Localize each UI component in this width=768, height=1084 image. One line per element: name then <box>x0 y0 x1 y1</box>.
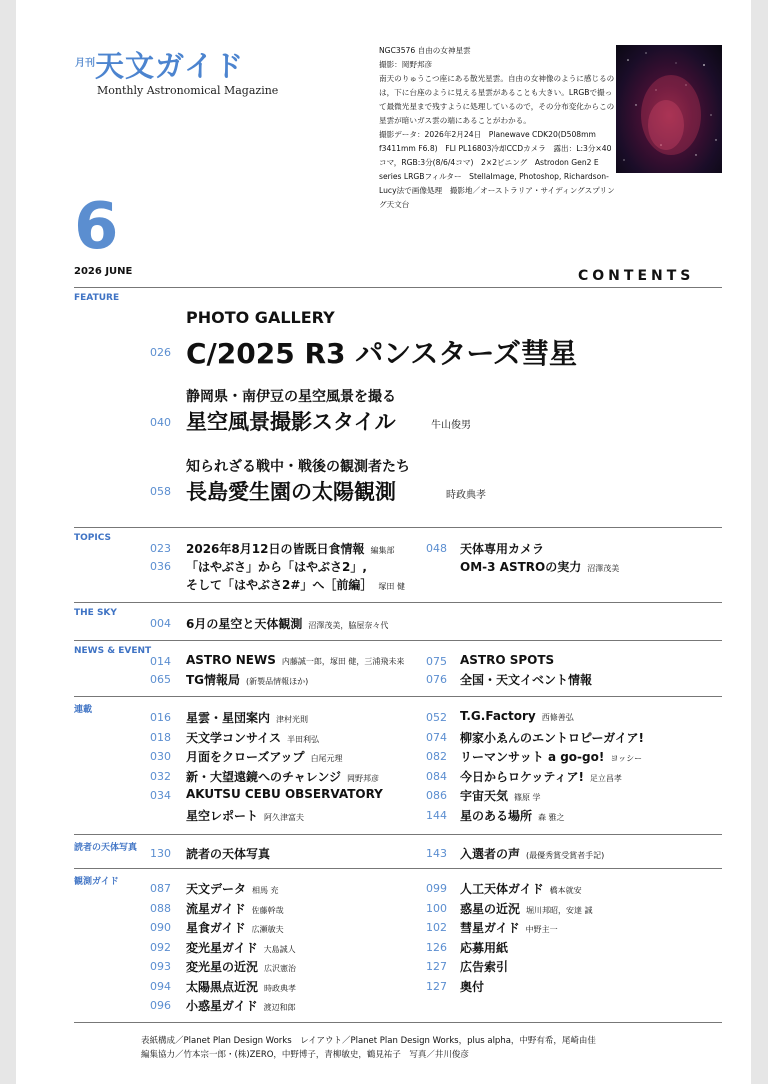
topics-left-3 <box>186 576 405 593</box>
author: 相馬 充 <box>252 886 279 895</box>
news-right-1-page: 075 <box>426 655 447 668</box>
title: 彗星ガイド <box>460 921 520 935</box>
author: 半田利弘 <box>287 734 320 744</box>
divider <box>74 527 722 528</box>
author: 中野主一 <box>525 925 558 934</box>
list-item <box>186 709 308 726</box>
feature-2-title: 星空風景撮影スタイル <box>186 410 396 434</box>
list-item <box>186 729 319 746</box>
list-item <box>186 768 379 785</box>
title: 広告索引 <box>460 960 509 974</box>
list-item <box>460 900 593 917</box>
author: 時政典孝 <box>264 983 297 993</box>
divider <box>74 696 722 697</box>
title: 宇宙天気 <box>460 789 509 803</box>
list-item <box>460 958 514 975</box>
title: OM-3 ASTROの実力 <box>460 560 582 574</box>
topics-right-1-page: 048 <box>426 542 447 555</box>
author: 堀川邦昭，安達 誠 <box>526 905 593 915</box>
list-item <box>460 978 490 995</box>
title: 星食ガイド <box>186 921 246 935</box>
section-label-readers: 読者の天体写真 <box>74 843 138 853</box>
list-item-page: 030 <box>150 750 171 763</box>
author: 篠原 学 <box>514 793 541 802</box>
title: 惑星の近況 <box>460 901 521 916</box>
readers-right <box>460 845 604 862</box>
readers-left <box>186 845 270 862</box>
readers-left-page: 130 <box>150 847 171 860</box>
topics-left-1 <box>186 540 394 557</box>
title: 星のある場所 <box>460 808 533 823</box>
title: 星雲・星団案内 <box>186 711 271 725</box>
news-left-2-page: 065 <box>150 673 171 686</box>
list-item-page: 096 <box>150 999 171 1012</box>
author: 津村光則 <box>276 715 309 724</box>
list-item <box>186 880 279 897</box>
list-item <box>186 939 296 956</box>
title: TG情報局 <box>186 673 241 687</box>
title: 全国・天文イベント情報 <box>460 673 593 687</box>
feature-3-title: 長島愛生園の太陽観測 <box>186 480 396 504</box>
author: 渡辺和郎 <box>263 1003 296 1012</box>
list-item <box>460 709 574 723</box>
list-item <box>460 748 642 765</box>
list-item-page: 088 <box>150 901 171 915</box>
title: 奥付 <box>460 979 485 994</box>
title: 6月の星空と天体観測 <box>186 617 303 631</box>
list-item-page: 087 <box>150 882 171 895</box>
author: 塚田 健 <box>378 582 405 591</box>
title: 天文学コンサイス <box>186 730 282 745</box>
list-item-page: 099 <box>426 882 447 895</box>
list-item-page: 127 <box>426 960 447 973</box>
news-right-1 <box>460 653 554 667</box>
cover-caption-credit: 撮影：岡野邦彦 <box>379 60 433 69</box>
topics-right-1 <box>460 540 544 557</box>
feature-2-kicker: 静岡県・南伊豆の星空風景を撮る <box>186 389 396 405</box>
divider <box>74 640 722 641</box>
author: 白尾元理 <box>310 754 343 763</box>
list-item-page: 090 <box>150 921 171 934</box>
title: 太陽黒点近況 <box>186 979 259 994</box>
list-item <box>186 900 284 917</box>
author: 沼澤茂美，脇屋奈々代 <box>308 621 389 630</box>
section-label-feature: FEATURE <box>74 293 120 303</box>
feature-1-title: C/2025 R3 パンスターズ彗星 <box>186 337 578 370</box>
author: 足立昌孝 <box>589 773 622 783</box>
list-item <box>186 787 389 801</box>
contents-heading: CONTENTS <box>578 268 695 284</box>
list-item <box>186 997 296 1014</box>
title: 小惑星ガイド <box>186 999 258 1013</box>
author: (最優秀賞受賞者手記) <box>526 851 605 860</box>
list-item <box>186 748 343 765</box>
section-label-sky: THE SKY <box>74 608 117 618</box>
title: ASTRO NEWS <box>186 653 276 667</box>
author: 広沢憲治 <box>264 964 297 973</box>
divider <box>74 602 722 603</box>
list-item-page: 074 <box>426 730 447 744</box>
logo-mark: 月刊 <box>75 58 95 69</box>
author: 佐藤幹哉 <box>251 905 284 915</box>
feature-1-kicker: PHOTO GALLERY <box>186 308 335 327</box>
title: 変光星ガイド <box>186 940 258 955</box>
list-item <box>460 729 650 746</box>
list-item <box>460 939 514 956</box>
feature-2-author: 牛山俊男 <box>431 420 471 431</box>
topics-left-1-page: 023 <box>150 542 171 555</box>
title: 星空レポート <box>186 808 259 823</box>
cover-caption <box>379 44 617 212</box>
title: 新・大望遠鏡へのチャレンジ <box>186 769 342 784</box>
author: 広瀬敏夫 <box>251 925 284 934</box>
list-item <box>186 919 284 936</box>
author: 森 雅之 <box>538 812 565 822</box>
author: (新製品情報ほか) <box>246 677 309 686</box>
list-item-page: 094 <box>150 979 171 993</box>
news-right-2 <box>460 671 592 688</box>
author: 編集部 <box>370 546 395 555</box>
list-item-page: 086 <box>426 789 447 802</box>
readers-right-page: 143 <box>426 847 447 860</box>
list-item-page: 144 <box>426 808 447 822</box>
topics-right-2 <box>460 558 619 575</box>
list-item-page: 084 <box>426 769 447 783</box>
news-left-1 <box>186 653 404 667</box>
issue-number: 6 <box>74 190 119 264</box>
title: 流星ガイド <box>186 901 246 916</box>
author: 大島誠人 <box>263 944 296 954</box>
divider <box>74 834 722 835</box>
list-item-page: 093 <box>150 960 171 973</box>
title: 「はやぶさ」から「はやぶさ2」, <box>186 560 367 574</box>
list-item-page: 018 <box>150 730 171 744</box>
logo-subtitle: Monthly Astronomical Magazine <box>97 84 279 97</box>
title: 天文データ <box>186 882 247 896</box>
author: 沼澤茂美 <box>587 564 620 573</box>
title: そして「はやぶさ2#」へ［前編］ <box>186 578 373 592</box>
issue-date: 2026 JUNE <box>74 266 133 277</box>
title: 柳家小ゑんのエントロピーガイア! <box>460 730 645 745</box>
news-left-2 <box>186 671 308 688</box>
list-item <box>460 880 582 897</box>
topics-left-2-page: 036 <box>150 560 171 573</box>
title: 2026年8月12日の皆既日食情報 <box>186 542 365 556</box>
list-item-page: 034 <box>150 789 171 802</box>
divider <box>74 868 722 869</box>
credits-line: 編集協力／竹本宗一郎・(株)ZERO，中野博子，青柳敏史，鶴見祐子 写真／井川俊彦 <box>141 1050 469 1060</box>
author: 岡野邦彦 <box>347 773 380 783</box>
credits <box>141 1034 721 1062</box>
divider <box>74 287 722 288</box>
section-label-serial: 連載 <box>74 705 93 715</box>
list-item-page: 052 <box>426 711 447 724</box>
cover-caption-data: 撮影データ：2026年2月24日 Planewave CDK20(D508mm f3411mm F6.8) FLI PL16803冷却CCDカメラ 露出：L:3分×40コマ，RGB:3分(8/6/4コマ) 2×2ビニング Astrodon Gen2 E series LRGBフィルター StellaImage, Photoshop, Richardson-Lucy法で画像処理 撮影地／オーストラリア・サイディングスプリング天文台 <box>379 130 615 209</box>
author: 内藤誠一郎，塚田 健，三浦飛未来 <box>281 657 405 666</box>
list-item <box>460 768 622 785</box>
section-label-guide: 観測ガイド <box>74 877 119 887</box>
list-item <box>460 787 541 804</box>
title: 今日からロケッティア! <box>460 769 584 784</box>
magazine-contents-page <box>16 0 751 1084</box>
cover-caption-title: NGC3576 自由の女神星雲 <box>379 46 471 55</box>
author: 阿久津富夫 <box>264 812 305 822</box>
cover-nebula-image <box>616 45 722 173</box>
author: 橋本就安 <box>549 886 582 895</box>
cover-caption-description: 南天のりゅうこつ座にある散光星雲。自由の女神像のように感じるのは，下に台座のように見える星雲があることも大きい。LRGBで撮って最微光星まで残すように処理しているので，その分布変化からこの星雲が暗いガス雲の端にあることがわかる。 <box>379 74 615 125</box>
list-item <box>186 958 296 975</box>
title: ASTRO SPOTS <box>460 653 555 667</box>
title: AKUTSU CEBU OBSERVATORY <box>186 787 383 801</box>
divider <box>74 1022 722 1023</box>
title: 人工天体ガイド <box>460 882 544 896</box>
list-item-page: 100 <box>426 901 447 915</box>
feature-3-kicker: 知られざる戦中・戦後の観測者たち <box>186 459 410 475</box>
title: リーマンサット a go-go! <box>460 750 605 764</box>
list-item-page: 102 <box>426 921 447 934</box>
feature-1-page: 026 <box>150 346 171 359</box>
author: 西條善弘 <box>541 713 574 722</box>
author: ヨッシー <box>610 754 643 763</box>
section-label-topics: TOPICS <box>74 533 111 543</box>
title: 読者の天体写真 <box>186 847 271 861</box>
news-left-1-page: 014 <box>150 655 171 668</box>
topics-left-2 <box>186 558 367 575</box>
logo-name: 天文ガイド <box>95 49 245 83</box>
list-item <box>460 807 565 824</box>
title: 天体専用カメラ <box>460 542 545 556</box>
title: 変光星の近況 <box>186 960 259 974</box>
sky-item <box>186 615 388 632</box>
section-label-news: NEWS & EVENT <box>74 646 152 656</box>
list-item <box>186 978 296 995</box>
title: 月面をクローズアップ <box>186 750 305 764</box>
title: T.G.Factory <box>460 709 536 723</box>
feature-3-author: 時政典孝 <box>446 490 486 501</box>
list-item-page: 126 <box>426 940 447 954</box>
list-item-page: 092 <box>150 940 171 954</box>
list-item <box>460 919 558 936</box>
list-item-page: 082 <box>426 750 447 763</box>
list-item-page: 016 <box>150 711 171 724</box>
list-item-page: 127 <box>426 979 447 993</box>
feature-2-page: 040 <box>150 416 171 429</box>
sky-page: 004 <box>150 617 171 630</box>
title: 応募用紙 <box>460 940 509 955</box>
list-item-page: 032 <box>150 769 171 783</box>
feature-3-page: 058 <box>150 485 171 498</box>
news-right-2-page: 076 <box>426 673 447 686</box>
list-item <box>186 807 304 824</box>
title: 入選者の声 <box>460 847 521 861</box>
credits-line: 表紙構成／Planet Plan Design Works レイアウト／Planet Plan Design Works，plus alpha，中野有希，尾崎由佳 <box>141 1036 596 1046</box>
